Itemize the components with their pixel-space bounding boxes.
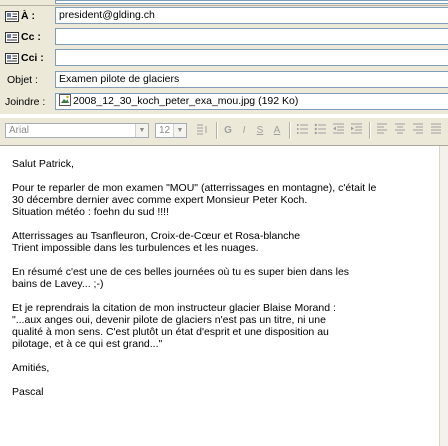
- address-book-icon: [5, 32, 19, 43]
- style-picker-icon[interactable]: [193, 123, 211, 138]
- to-label: À :: [21, 10, 35, 22]
- numbered-list-icon[interactable]: [294, 123, 310, 138]
- paragraph-landings: Atterrissages au Tsanfleuron, Croix-de-Cœur et Rosa-blanche Trient impossible dans les turbulences et les nuages.: [12, 230, 301, 254]
- greeting: Salut Patrick,: [12, 158, 74, 170]
- subject-field[interactable]: Examen pilote de glaciers: [55, 71, 448, 88]
- font-size-value: 12: [159, 125, 171, 136]
- bullet-list-icon[interactable]: [312, 123, 328, 138]
- cc-row: [0, 27, 448, 47]
- underline-button[interactable]: S: [256, 125, 264, 136]
- subject-row: [0, 70, 448, 90]
- signature: Pascal: [12, 386, 44, 398]
- paragraph-exam: Pour te reparler de mon examen "MOU" (atterrissages en montagne), c'était le 30 décembre dernier avec comme expert Monsieur Peter Koch. Situation météo : foehn du sud !!!!: [12, 182, 377, 218]
- address-book-icon: [5, 11, 19, 22]
- to-field[interactable]: president@glding.ch: [55, 7, 448, 24]
- chevron-down-icon: ▼: [173, 124, 186, 137]
- attach-label-wrap: [5, 95, 45, 109]
- cc-button[interactable]: [5, 30, 41, 44]
- attachment-name[interactable]: 2008_12_30_koch_peter_exa_mou.jpg (192 Ko): [73, 95, 299, 107]
- paragraph-summary: En résumé c'est une de ces belles journées où tu es super bien dans les bains de Lavey... ;-): [12, 266, 350, 290]
- font-color-button[interactable]: A: [273, 125, 281, 136]
- body-scrollbar[interactable]: [439, 146, 448, 446]
- format-toolbar: [0, 117, 448, 146]
- subject-label-wrap: [7, 73, 38, 87]
- bcc-button[interactable]: [5, 51, 44, 65]
- compose-header: [0, 0, 448, 114]
- bcc-label: Cci :: [21, 52, 44, 64]
- attach-row: [0, 92, 448, 112]
- to-row: [0, 6, 448, 26]
- chevron-down-icon: ▼: [135, 124, 148, 137]
- toolbar-divider: [369, 122, 371, 139]
- bold-button[interactable]: G: [224, 125, 232, 136]
- bcc-row: [0, 48, 448, 68]
- to-button[interactable]: [5, 9, 35, 23]
- message-body[interactable]: [0, 146, 440, 446]
- from-field-partial[interactable]: [55, 0, 448, 4]
- cc-label: Cc :: [21, 31, 41, 43]
- cc-field[interactable]: [55, 28, 448, 45]
- align-center-icon[interactable]: [392, 123, 408, 138]
- align-left-icon[interactable]: [374, 123, 390, 138]
- subject-label: Objet :: [7, 74, 38, 86]
- decrease-indent-icon[interactable]: [330, 123, 346, 138]
- align-right-icon[interactable]: [410, 123, 426, 138]
- toolbar-divider: [289, 122, 291, 139]
- address-book-icon: [5, 53, 19, 64]
- bcc-field[interactable]: [55, 49, 448, 66]
- italic-button[interactable]: I: [242, 125, 246, 136]
- attach-label: Joindre :: [5, 96, 46, 108]
- font-family-value: Arial: [9, 125, 30, 136]
- image-file-icon: [59, 94, 71, 106]
- font-size-select[interactable]: [155, 123, 187, 138]
- paragraph-quote: Et je reprendrais la citation de mon instructeur glacier Blaise Morand : "...aux anges oui, devenir pilote de glaciers n'est pas un titre, ni une qualité à mon sens. C'est plutôt un état d'esprit et une disposition au pilotage, et à ce qui est grand...": [12, 302, 336, 350]
- toolbar-divider: [216, 122, 218, 139]
- closing: Amitiés,: [12, 362, 50, 374]
- align-justify-icon[interactable]: [428, 123, 444, 138]
- increase-indent-icon[interactable]: [348, 123, 364, 138]
- font-family-select[interactable]: [5, 123, 149, 138]
- attach-field[interactable]: [55, 93, 448, 110]
